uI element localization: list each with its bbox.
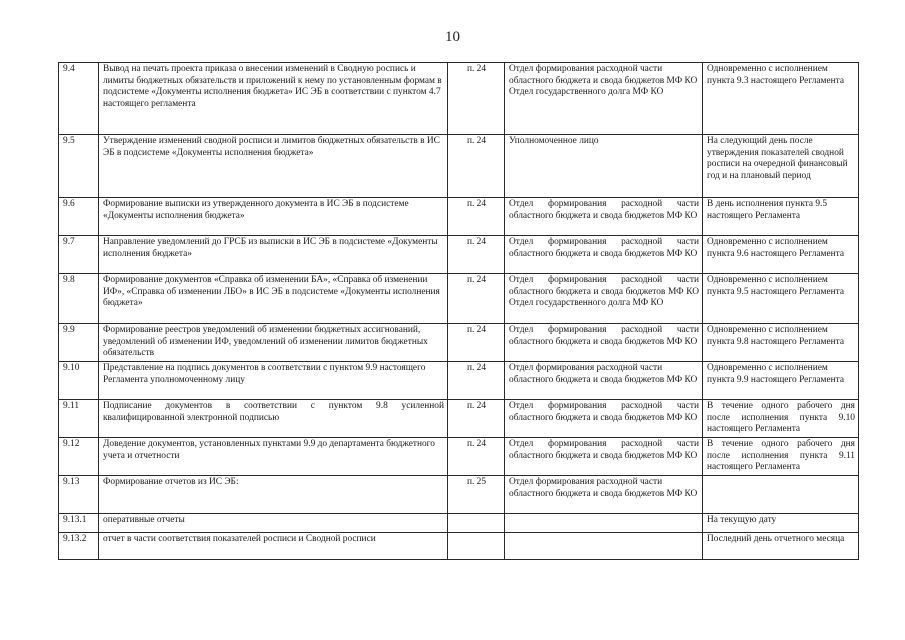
responsible-cell: Отдел формирования расходной части областного бюджета и свода бюджетов МФ КО Отдел государственного долга МФ КО <box>505 274 703 324</box>
page-number: 10 <box>445 29 460 45</box>
deadline-cell: Одновременно с исполнением пункта 9.8 настоящего Регламента <box>703 324 859 362</box>
action-cell: Направление уведомлений до ГРСБ из выписки в ИС ЭБ в подсистеме «Документы исполнения бюджета» <box>99 236 448 274</box>
row-number: 9.8 <box>59 274 99 324</box>
table-row <box>59 533 859 560</box>
reference-cell: п. 25 <box>448 476 505 514</box>
table-row <box>59 476 859 514</box>
deadline-cell: На текущую дату <box>703 514 859 533</box>
table-row <box>59 198 859 236</box>
row-number: 9.11 <box>59 400 99 438</box>
deadline-cell: Одновременно с исполнением пункта 9.5 настоящего Регламента <box>703 274 859 324</box>
deadline-cell: В день исполнения пункта 9.5 настоящего Регламента <box>703 198 859 236</box>
action-cell: Утверждение изменений сводной росписи и лимитов бюджетных обязательств в ИС ЭБ в подсистеме «Документы исполнения бюджета» <box>99 135 448 198</box>
reference-cell: п. 24 <box>448 63 505 135</box>
action-cell: отчет в части соответствия показателей росписи и Сводной росписи <box>99 533 448 560</box>
reference-cell: п. 24 <box>448 198 505 236</box>
reference-cell: п. 24 <box>448 324 505 362</box>
action-cell: Подписание документов в соответствии с пунктом 9.8 усиленной квалифицированной электронной подписью <box>99 400 448 438</box>
reference-cell: п. 24 <box>448 362 505 400</box>
deadline-cell: Последний день отчетного месяца <box>703 533 859 560</box>
row-number: 9.9 <box>59 324 99 362</box>
action-cell: Представление на подпись документов в соответствии с пунктом 9.9 настоящего Регламента уполномоченному лицу <box>99 362 448 400</box>
deadline-cell <box>703 476 859 514</box>
responsible-cell: Уполномоченное лицо <box>505 135 703 198</box>
reference-cell: п. 24 <box>448 236 505 274</box>
table-row <box>59 400 859 438</box>
action-cell: Формирование отчетов из ИС ЭБ: <box>99 476 448 514</box>
table-row <box>59 514 859 533</box>
deadline-cell: Одновременно с исполнением пункта 9.9 настоящего Регламента <box>703 362 859 400</box>
table-row <box>59 324 859 362</box>
table-row <box>59 274 859 324</box>
reference-cell: п. 24 <box>448 135 505 198</box>
reference-cell: п. 24 <box>448 274 505 324</box>
responsible-cell: Отдел формирования расходной части областного бюджета и свода бюджетов МФ КО <box>505 324 703 362</box>
responsible-cell: Отдел формирования расходной части областного бюджета и свода бюджетов МФ КО <box>505 438 703 476</box>
action-cell: Формирование реестров уведомлений об изменении бюджетных ассигнований, уведомлений об изменении ИФ, уведомлений об изменении лимитов бюджетных обязательств <box>99 324 448 362</box>
action-cell: Доведение документов, установленных пунктами 9.9 до департамента бюджетного учета и отчетности <box>99 438 448 476</box>
row-number: 9.13.1 <box>59 514 99 533</box>
responsible-cell: Отдел формирования расходной части областного бюджета и свода бюджетов МФ КО Отдел государственного долга МФ КО <box>505 63 703 135</box>
table-row <box>59 362 859 400</box>
deadline-cell: В течение одного рабочего дня после исполнения пункта 9.11 настоящего Регламента <box>703 438 859 476</box>
reference-cell <box>448 514 505 533</box>
responsible-cell: Отдел формирования расходной части областного бюджета и свода бюджетов МФ КО <box>505 236 703 274</box>
reference-cell: п. 24 <box>448 400 505 438</box>
table-row <box>59 63 859 135</box>
reference-cell: п. 24 <box>448 438 505 476</box>
table-row <box>59 135 859 198</box>
action-cell: Формирование документов «Справка об изменении БА», «Справка об изменении ИФ», «Справка об изменении ЛБО» в ИС ЭБ в подсистеме «Документы исполнения бюджета» <box>99 274 448 324</box>
row-number: 9.5 <box>59 135 99 198</box>
row-number: 9.7 <box>59 236 99 274</box>
row-number: 9.13.2 <box>59 533 99 560</box>
responsible-cell <box>505 533 703 560</box>
table-row <box>59 438 859 476</box>
reglament-table <box>58 62 859 560</box>
row-number: 9.13 <box>59 476 99 514</box>
responsible-cell: Отдел формирования расходной части областного бюджета и свода бюджетов МФ КО <box>505 198 703 236</box>
action-cell: Формирование выписки из утвержденного документа в ИС ЭБ в подсистеме «Документы исполнения бюджета» <box>99 198 448 236</box>
responsible-cell: Отдел формирования расходной части областного бюджета и свода бюджетов МФ КО <box>505 476 703 514</box>
reference-cell <box>448 533 505 560</box>
row-number: 9.6 <box>59 198 99 236</box>
deadline-cell: На следующий день после утверждения показателей сводной росписи на очередной финансовый год и на плановый период <box>703 135 859 198</box>
table-row <box>59 236 859 274</box>
action-cell: Вывод на печать проекта приказа о внесении изменений в Сводную роспись и лимиты бюджетных обязательств и приложений к нему по установленным формам в подсистеме «Документы исполнения бюджета» ИС ЭБ в соответствии с пунктом 4.7 настоящего регламента <box>99 63 448 135</box>
action-cell: оперативные отчеты <box>99 514 448 533</box>
row-number: 9.10 <box>59 362 99 400</box>
responsible-cell <box>505 514 703 533</box>
responsible-cell: Отдел формирования расходной части областного бюджета и свода бюджетов МФ КО <box>505 400 703 438</box>
responsible-cell: Отдел формирования расходной части областного бюджета и свода бюджетов МФ КО <box>505 362 703 400</box>
deadline-cell: Одновременно с исполнением пункта 9.3 настоящего Регламента <box>703 63 859 135</box>
row-number: 9.12 <box>59 438 99 476</box>
deadline-cell: В течение одного рабочего дня после исполнения пункта 9.10 настоящего Регламента <box>703 400 859 438</box>
row-number: 9.4 <box>59 63 99 135</box>
deadline-cell: Одновременно с исполнением пункта 9.6 настоящего Регламента <box>703 236 859 274</box>
